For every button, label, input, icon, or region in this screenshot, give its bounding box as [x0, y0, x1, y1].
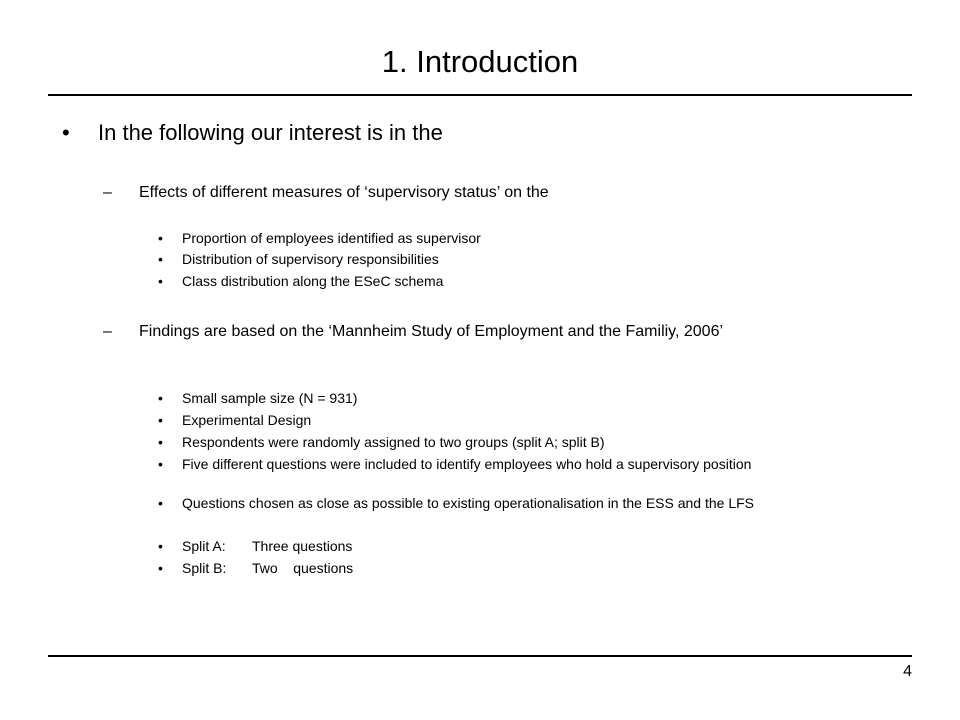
list-item — [158, 251, 898, 267]
bullet-marker: • — [158, 538, 163, 554]
list-item-text: Questions chosen as close as possible to existing operationalisation in the ESS and the LFS — [182, 495, 755, 511]
split-value: Three questions — [252, 538, 353, 554]
slide-title: 1. Introduction — [381, 44, 579, 79]
split-item-b — [158, 560, 898, 576]
list-item-text: Small sample size (N = 931) — [182, 390, 358, 406]
footer-divider — [48, 655, 912, 657]
bullet-marker: • — [158, 251, 163, 267]
dash-marker: – — [103, 323, 112, 340]
section-heading-effects — [103, 183, 893, 202]
list-item — [158, 434, 898, 450]
list-item-text: Five different questions were included to identify employees who hold a supervisory position — [182, 456, 752, 472]
list-item — [158, 230, 898, 246]
list-item-text: Distribution of supervisory responsibilities — [182, 251, 439, 267]
section-heading-text: Effects of different measures of ‘supervisory status’ on the — [139, 184, 549, 201]
section-heading-text: Findings are based on the ‘Mannheim Study of Employment and the Familiy, 2006’ — [139, 323, 724, 340]
list-item-text: Respondents were randomly assigned to two groups (split A; split B) — [182, 434, 605, 450]
list-item-text: Experimental Design — [182, 412, 312, 428]
intro-bullet-text: In the following our interest is in the — [98, 120, 443, 145]
list-item — [158, 495, 898, 511]
dash-marker: – — [103, 184, 112, 201]
section-heading-findings — [103, 322, 893, 341]
split-label: Split B: — [182, 560, 227, 576]
list-item — [158, 273, 898, 289]
bullet-marker: • — [158, 273, 163, 289]
page-number: 4 — [903, 663, 912, 680]
bullet-marker: • — [158, 434, 163, 450]
list-item — [158, 412, 898, 428]
split-item-a — [158, 538, 898, 554]
title-divider — [48, 94, 912, 96]
list-item — [158, 456, 898, 472]
bullet-marker: • — [158, 456, 163, 472]
bullet-marker: • — [62, 120, 70, 145]
bullet-marker: • — [158, 412, 163, 428]
split-label: Split A: — [182, 538, 226, 554]
list-item — [158, 390, 898, 406]
bullet-marker: • — [158, 560, 163, 576]
list-item-text: Proportion of employees identified as supervisor — [182, 230, 481, 246]
list-item-text: Class distribution along the ESeC schema — [182, 273, 444, 289]
split-value: Two questions — [252, 560, 354, 576]
bullet-marker: • — [158, 495, 163, 511]
bullet-marker: • — [158, 230, 163, 246]
bullet-marker: • — [158, 390, 163, 406]
